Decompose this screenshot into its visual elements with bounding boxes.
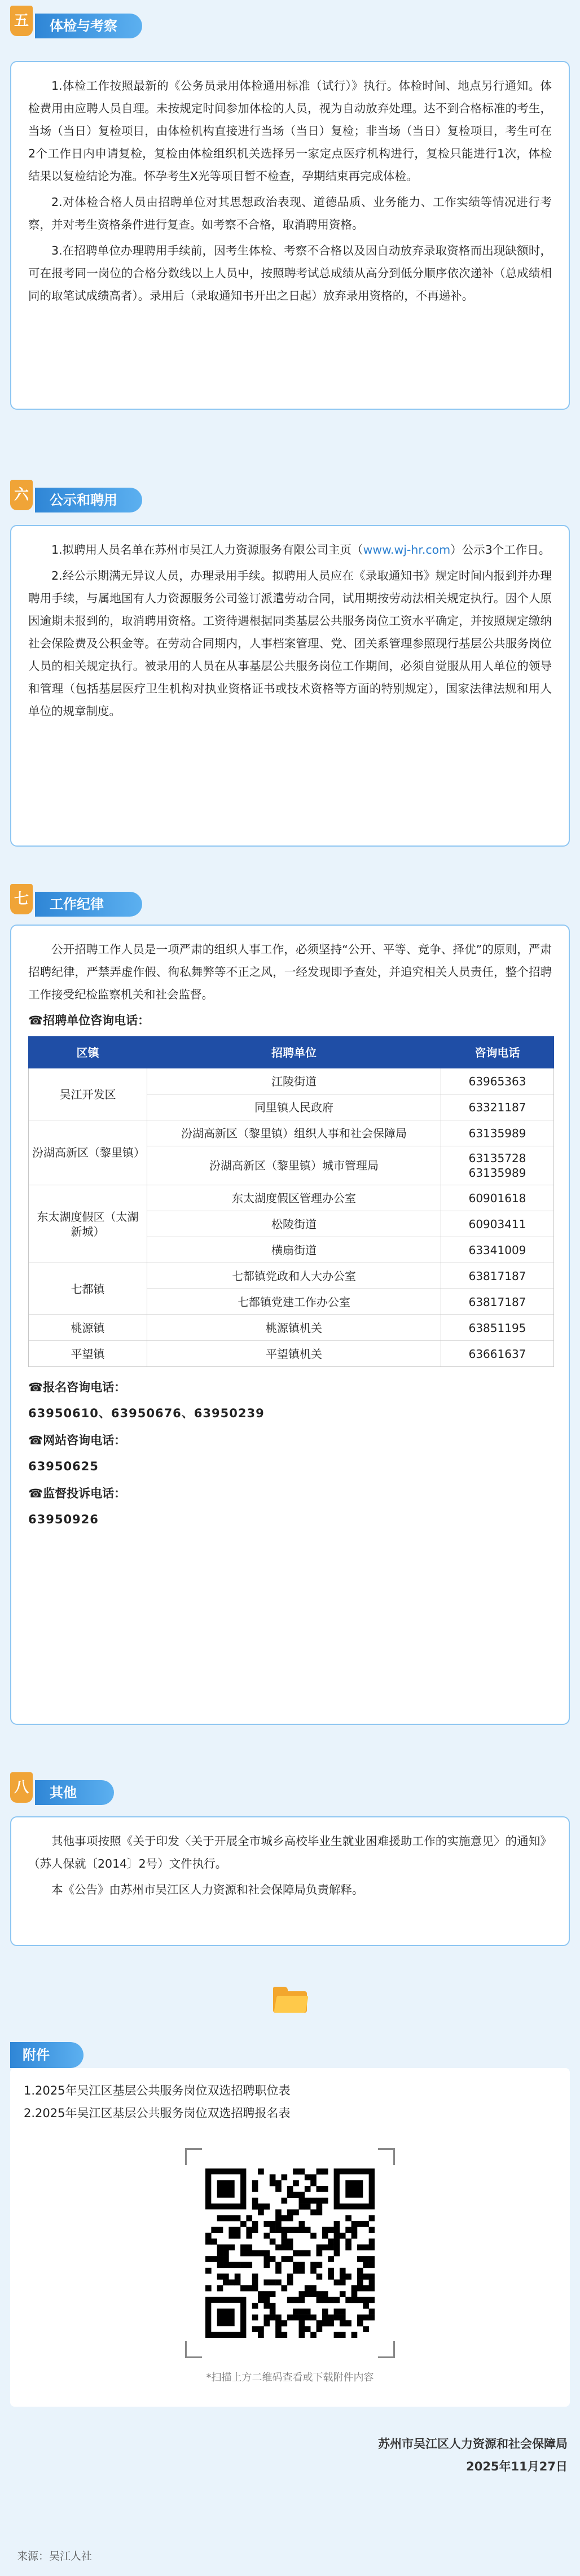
table-row bbox=[29, 1315, 554, 1341]
section-header bbox=[0, 1767, 580, 1806]
unit-cell: 东太湖度假区管理办公室 bbox=[147, 1185, 441, 1211]
source-label: 来源：吴江人社 bbox=[17, 2550, 93, 2562]
unit-cell: 七都镇党政和人大办公室 bbox=[147, 1263, 441, 1289]
section-number-badge: 八 bbox=[10, 1772, 33, 1803]
section-header bbox=[0, 474, 580, 514]
column-header: 区镇 bbox=[29, 1037, 147, 1068]
table-row bbox=[29, 1185, 554, 1211]
section-discipline bbox=[0, 878, 580, 918]
section-title: 体检与考察 bbox=[35, 14, 142, 38]
signature-org: 苏州市吴江区人力资源和社会保障局 bbox=[378, 2437, 568, 2451]
section-title: 其他 bbox=[35, 1780, 114, 1805]
unit-cell: 汾湖高新区（黎里镇）组织人事和社会保障局 bbox=[147, 1120, 441, 1146]
phone-cell: 63817187 bbox=[441, 1263, 554, 1289]
table-row bbox=[29, 1120, 554, 1146]
publicity-card bbox=[10, 525, 570, 847]
paragraph: 3.在招聘单位办理聘用手续前，因考生体检、考察不合格以及因自动放弃录取资格而出现缺额时，可在报考同一岗位的合格分数线以上人员中，按照聘考试总成绩从高分到低分顺序依次递补（总成绩相同的取笔试成绩高者）。录用后（录取通知书开出之日起）放弃录用资格的，不再递补。 bbox=[28, 244, 552, 303]
phone-cell: 63851195 bbox=[441, 1315, 554, 1341]
qr-code-image bbox=[205, 2168, 375, 2338]
unit-cell: 江陵街道 bbox=[147, 1068, 441, 1094]
district-cell: 吴江开发区 bbox=[29, 1068, 147, 1120]
section-number-badge: 六 bbox=[10, 480, 33, 510]
paragraph: 本《公告》由苏州市吴江区人力资源和社会保障局负责解释。 bbox=[51, 1883, 364, 1896]
paragraph: 其他事项按照《关于印发〈关于开展全市城乡高校毕业生就业困难援助工作的实施意见〉的通知》（苏人保就〔2014〕2号）文件执行。 bbox=[28, 1834, 552, 1870]
other-card bbox=[10, 1816, 570, 1946]
section-publicity bbox=[0, 474, 580, 514]
web-hotline-label: ☎网站咨询电话： bbox=[28, 1434, 126, 1447]
website-link[interactable]: www.wj-hr.com bbox=[363, 543, 451, 557]
section-title: 公示和聘用 bbox=[35, 488, 142, 512]
unit-cell: 桃源镇机关 bbox=[147, 1315, 441, 1341]
paragraph: 2.对体检合格人员由招聘单位对其思想政治表现、道德品质、业务能力、工作实绩等情况进行考察，并对考生资格条件进行复查。如考察不合格，取消聘用资格。 bbox=[28, 195, 552, 231]
paragraph bbox=[28, 538, 552, 561]
web-hotline-number: 63950625 bbox=[28, 1460, 99, 1473]
phone-cell: 63965363 bbox=[441, 1068, 554, 1094]
district-cell: 平望镇 bbox=[29, 1341, 147, 1367]
qr-code[interactable] bbox=[185, 2148, 395, 2358]
table-row bbox=[29, 1068, 554, 1094]
text: ）公示3个工作日。 bbox=[450, 543, 551, 557]
supervision-hotline-label: ☎监督投诉电话： bbox=[28, 1487, 126, 1500]
unit-cell: 七都镇党建工作办公室 bbox=[147, 1289, 441, 1315]
table-row bbox=[29, 1341, 554, 1367]
section-header bbox=[0, 0, 580, 40]
supervision-hotline-number: 63950926 bbox=[28, 1513, 99, 1526]
section-title: 工作纪律 bbox=[35, 892, 142, 917]
discipline-card bbox=[10, 925, 570, 1725]
paragraph: 1.体检工作按照最新的《公务员录用体检通用标准（试行）》执行。体检时间、地点另行通知。体检费用由应聘人员自理。未按规定时间参加体检的人员，视为自动放弃处理。达不到合格标准的考生，当场（当日）复检项目，由体检机构直接进行当场（当日）复检；非当场（当日）复检项目，考生可在2个工作日内申请复检，复检由体检组织机关选择另一家定点医疗机构进行，复检只能进行1次，体检结果以复检结论为准。怀孕考生X光等项目暂不检查，孕期结束再完成体检。 bbox=[28, 79, 552, 183]
paragraph: 公开招聘工作人员是一项严肃的组织人事工作，必须坚持“公开、平等、竞争、择优”的原则，严肃招聘纪律，严禁弄虚作假、徇私舞弊等不正之风，一经发现即予查处，并追究相关人员责任，整个招聘工作接受纪检监察机关和社会监督。 bbox=[28, 943, 552, 1001]
section-number-badge: 七 bbox=[10, 884, 33, 914]
unit-cell: 同里镇人民政府 bbox=[147, 1094, 441, 1120]
attachment-item[interactable]: 1.2025年吴江区基层公共服务岗位双选招聘职位表 bbox=[24, 2084, 291, 2097]
phone-cell: 63817187 bbox=[441, 1289, 554, 1315]
phone-cell: 63661637 bbox=[441, 1341, 554, 1367]
section-other bbox=[0, 1767, 580, 1806]
phone-cell: 60901618 bbox=[441, 1185, 554, 1211]
phone-cell: 60903411 bbox=[441, 1211, 554, 1237]
text: 1.拟聘用人员名单在苏州市吴江人力资源服务有限公司主页（ bbox=[51, 543, 363, 557]
section-medical-exam bbox=[0, 0, 580, 40]
section-number-badge: 五 bbox=[10, 6, 33, 36]
table-header-row bbox=[29, 1037, 554, 1068]
contacts-table bbox=[28, 1036, 554, 1367]
unit-cell: 横扇街道 bbox=[147, 1237, 441, 1263]
reg-hotline-label: ☎报名咨询电话： bbox=[28, 1381, 126, 1394]
medical-exam-card bbox=[10, 61, 570, 410]
section-header bbox=[0, 878, 580, 918]
attachments-tag: 附件 bbox=[10, 2042, 84, 2068]
phone-cell: 63135728 63135989 bbox=[441, 1146, 554, 1185]
qr-hint: *扫描上方二维码查看或下载附件内容 bbox=[206, 2372, 374, 2384]
column-header: 招聘单位 bbox=[147, 1037, 441, 1068]
phone-cell: 63321187 bbox=[441, 1094, 554, 1120]
hotline-label: ☎招聘单位咨询电话： bbox=[28, 1014, 150, 1027]
district-cell: 桃源镇 bbox=[29, 1315, 147, 1341]
table-row bbox=[29, 1263, 554, 1289]
signature-block bbox=[378, 2433, 568, 2478]
unit-cell: 平望镇机关 bbox=[147, 1341, 441, 1367]
signature-date: 2025年11月27日 bbox=[466, 2460, 568, 2473]
unit-cell: 松陵街道 bbox=[147, 1211, 441, 1237]
district-cell: 汾湖高新区（黎里镇） bbox=[29, 1120, 147, 1185]
unit-cell: 汾湖高新区（黎里镇）城市管理局 bbox=[147, 1146, 441, 1185]
phone-cell: 63135989 bbox=[441, 1120, 554, 1146]
reg-hotline-numbers: 63950610、63950676、63950239 bbox=[28, 1407, 265, 1420]
district-cell: 东太湖度假区（太湖新城） bbox=[29, 1185, 147, 1263]
table-body bbox=[29, 1068, 554, 1367]
folder-icon bbox=[273, 1987, 307, 2013]
attachment-item[interactable]: 2.2025年吴江区基层公共服务岗位双选招聘报名表 bbox=[24, 2106, 291, 2120]
district-cell: 七都镇 bbox=[29, 1263, 147, 1315]
column-header: 咨询电话 bbox=[441, 1037, 554, 1068]
paragraph: 2.经公示期满无异议人员，办理录用手续。拟聘用人员应在《录取通知书》规定时间内报到并办理聘用手续，与属地国有人力资源服务公司签订派遣劳动合同，试用期按劳动法相关规定执行。因个人原因逾期未报到的，取消聘用资格。工资待遇根据同类基层公共服务岗位工资水平确定，并按照规定缴纳社会保险费及公积金等。在劳动合同期内，人事档案管理、党、团关系管理参照现行基层公共服务岗位人员的相关规定执行。被录用的人员在从事基层公共服务岗位工作期间，必须自觉服从用人单位的领导和管理（包括基层医疗卫生机构对执业资格证书或技术资格等方面的特别规定），国家法律法规和用人单位的规章制度。 bbox=[28, 569, 552, 718]
phone-cell: 63341009 bbox=[441, 1237, 554, 1263]
